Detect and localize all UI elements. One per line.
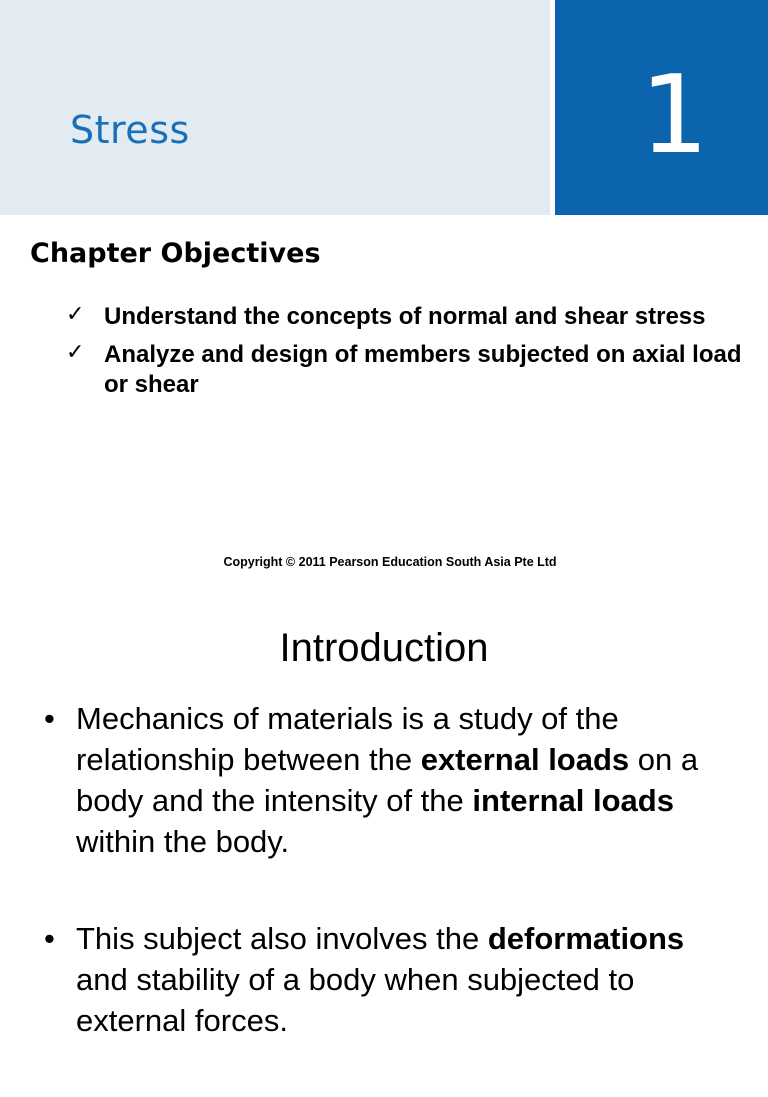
text-run: Mechanics of materials is a study of the relationship between the — [76, 701, 619, 777]
copyright-notice: Copyright © 2011 Pearson Education South Asia Pte Ltd — [223, 555, 557, 569]
objective-item — [66, 302, 746, 332]
text-run: and stability of a body when subjected to external forces. — [76, 962, 635, 1038]
text-run: This subject also involves the — [76, 921, 488, 956]
objectives-heading: Chapter Objectives — [30, 238, 321, 269]
bullet-item — [44, 698, 744, 862]
objectives-list — [66, 302, 746, 408]
chapter-number: 1 — [640, 53, 709, 178]
bullet-icon: • — [44, 701, 55, 736]
chapter-title: Stress — [70, 108, 190, 152]
checkmark-icon: ✓ — [66, 340, 85, 365]
bullet-text — [76, 921, 684, 1038]
slide-introduction — [0, 590, 768, 1038]
bold-term: deformations — [487, 921, 685, 956]
objective-text: Understand the concepts of normal and shear stress — [104, 303, 706, 330]
objective-text: Analyze and design of members subjected on axial load or shear — [104, 341, 742, 398]
bullet-text — [76, 701, 698, 859]
text-run: within the body. — [76, 824, 290, 859]
bullet-icon: • — [44, 921, 55, 956]
text-run: on a body and the intensity of the — [76, 742, 699, 818]
header-light-panel — [0, 0, 550, 215]
introduction-title: Introduction — [279, 626, 489, 670]
checkmark-icon: ✓ — [66, 302, 85, 327]
objective-item — [66, 340, 746, 400]
bullet-list — [44, 698, 744, 1097]
bold-term: external loads — [420, 742, 630, 777]
header-blue-panel — [555, 0, 768, 215]
bold-term: internal loads — [472, 783, 674, 818]
bullet-item — [44, 918, 744, 1041]
